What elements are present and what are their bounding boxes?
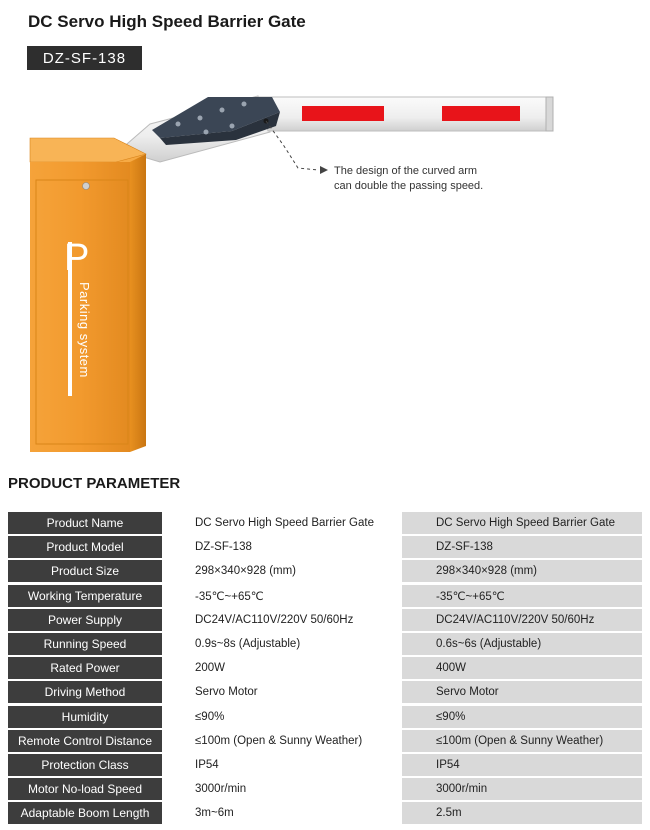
param-value-b: ≤90% [402, 706, 642, 728]
param-value-b: 0.6s~6s (Adjustable) [402, 633, 642, 655]
table-row [8, 706, 642, 728]
param-value-b: ≤100m (Open & Sunny Weather) [402, 730, 642, 752]
param-value-b: IP54 [402, 754, 642, 776]
param-value-b: -35℃~+65℃ [402, 585, 642, 607]
cabinet-label: Parking system [77, 282, 92, 378]
boom-red-stripe [442, 106, 520, 121]
bolt-icon [230, 124, 235, 129]
model-badge: DZ-SF-138 [27, 46, 142, 70]
boom-straight-section [258, 97, 553, 131]
curved-arm-callout [334, 164, 483, 194]
table-row [8, 585, 642, 607]
param-label: Product Size [8, 560, 162, 582]
table-row [8, 633, 642, 655]
param-label: Product Name [8, 512, 162, 534]
param-value-b: DC Servo High Speed Barrier Gate [402, 512, 642, 534]
param-label: Working Temperature [8, 585, 162, 607]
param-label: Adaptable Boom Length [8, 802, 162, 824]
param-value-a: DC Servo High Speed Barrier Gate [162, 512, 402, 534]
param-value-a: IP54 [162, 754, 402, 776]
table-row [8, 536, 642, 558]
param-label: Power Supply [8, 609, 162, 631]
param-value-b: 400W [402, 657, 642, 679]
page-title: DC Servo High Speed Barrier Gate [28, 12, 306, 31]
section-title: PRODUCT PARAMETER [8, 475, 181, 492]
bolt-icon [220, 108, 225, 113]
param-value-a: 3m~6m [162, 802, 402, 824]
param-label: Motor No-load Speed [8, 778, 162, 800]
table-row [8, 730, 642, 752]
bolt-icon [198, 116, 203, 121]
param-value-a: 200W [162, 657, 402, 679]
param-label: Rated Power [8, 657, 162, 679]
param-value-a: DZ-SF-138 [162, 536, 402, 558]
callout-line: can double the passing speed. [334, 180, 484, 192]
cabinet-logo-letter: P [64, 237, 90, 279]
param-label: Remote Control Distance [8, 730, 162, 752]
param-value-a: 298×340×928 (mm) [162, 560, 402, 582]
table-row [8, 657, 642, 679]
parameter-table [8, 512, 642, 826]
param-value-a: 0.9s~8s (Adjustable) [162, 633, 402, 655]
boom-red-stripe [302, 106, 384, 121]
param-value-b: Servo Motor [402, 681, 642, 703]
param-value-a: ≤90% [162, 706, 402, 728]
table-row [8, 560, 642, 582]
param-label: Running Speed [8, 633, 162, 655]
param-value-b: 2.5m [402, 802, 642, 824]
table-row [8, 778, 642, 800]
param-value-a: DC24V/AC110V/220V 50/60Hz [162, 609, 402, 631]
param-label: Humidity [8, 706, 162, 728]
table-row [8, 609, 642, 631]
param-value-b: 3000r/min [402, 778, 642, 800]
table-row [8, 512, 642, 534]
barrier-gate-illustration [0, 80, 650, 460]
arrow-right-icon [320, 166, 328, 174]
table-row [8, 681, 642, 703]
param-label: Protection Class [8, 754, 162, 776]
param-value-a: -35℃~+65℃ [162, 585, 402, 607]
param-value-a: 3000r/min [162, 778, 402, 800]
param-label: Driving Method [8, 681, 162, 703]
param-value-b: 298×340×928 (mm) [402, 560, 642, 582]
param-value-b: DZ-SF-138 [402, 536, 642, 558]
callout-line: The design of the curved arm [334, 165, 478, 177]
bolt-icon [176, 122, 181, 127]
param-label: Product Model [8, 536, 162, 558]
param-value-b: DC24V/AC110V/220V 50/60Hz [402, 609, 642, 631]
bolt-icon [204, 130, 209, 135]
param-value-a: ≤100m (Open & Sunny Weather) [162, 730, 402, 752]
param-value-a: Servo Motor [162, 681, 402, 703]
table-row [8, 802, 642, 824]
table-row [8, 754, 642, 776]
bolt-icon [242, 102, 247, 107]
boom-joint-bracket [152, 97, 280, 145]
lock-icon [83, 183, 90, 190]
